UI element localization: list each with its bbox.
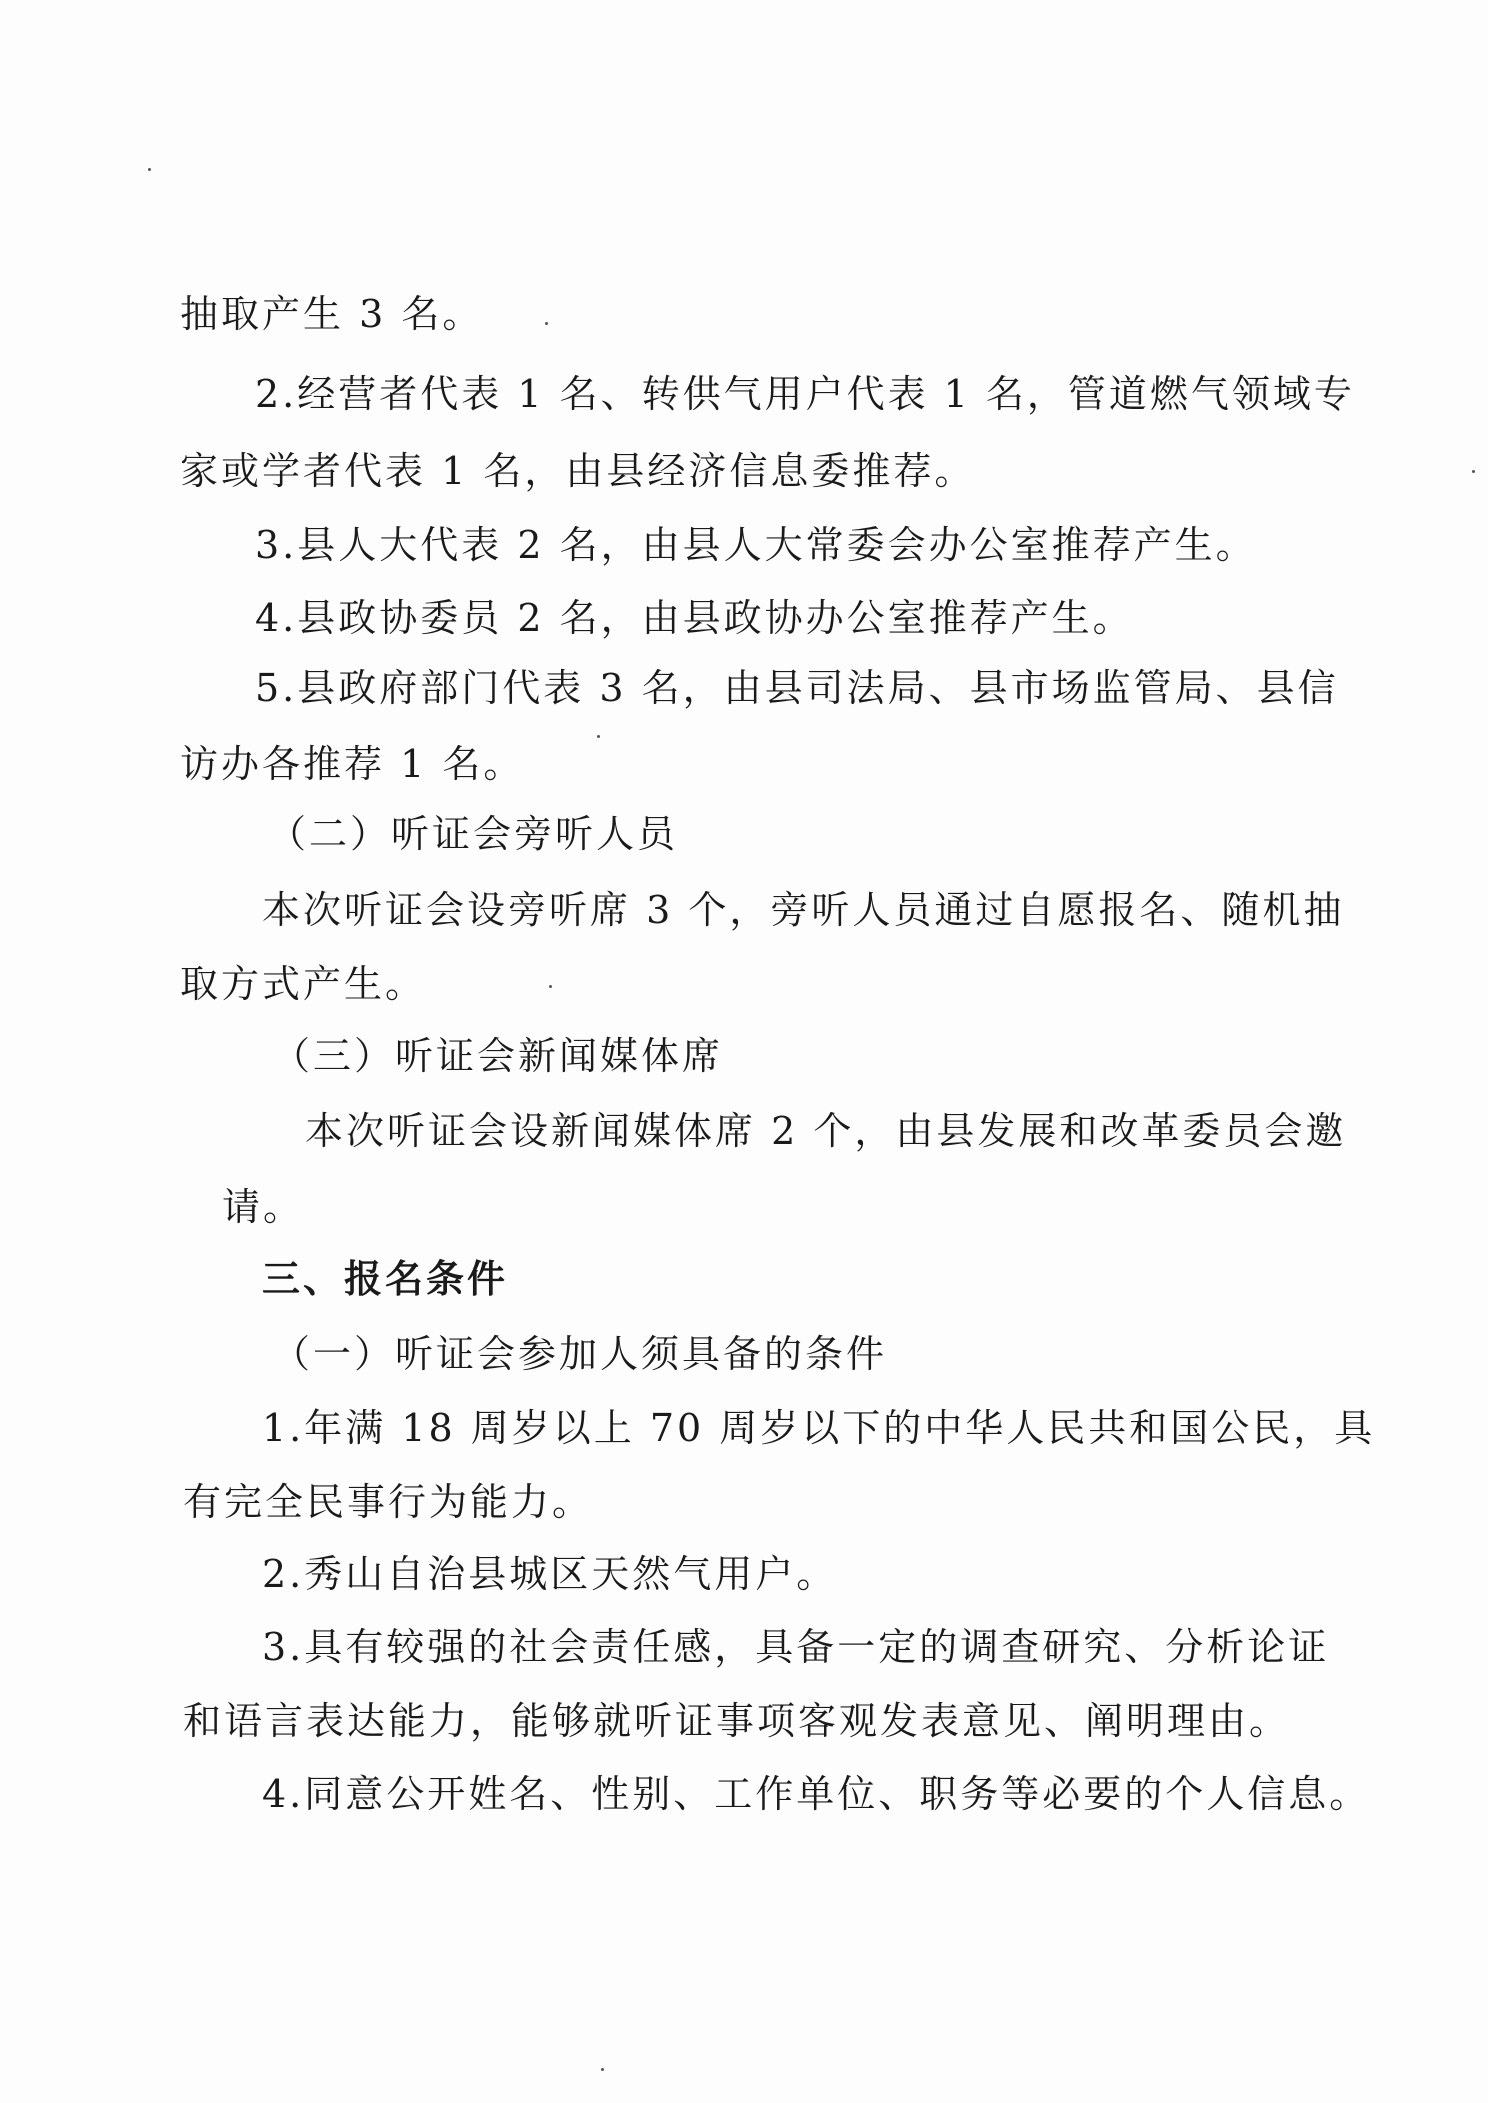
text-line: 和语言表达能力，能够就听证事项客观发表意见、阐明理由。 (183, 1699, 1291, 1743)
text-line: 3.县人大代表 2 名，由县人大常委会办公室推荐产生。 (255, 523, 1257, 567)
section-heading: 三、报名条件 (262, 1257, 509, 1301)
text-line: 4.同意公开姓名、性别、工作单位、职务等必要的个人信息。 (262, 1772, 1371, 1816)
section-subheading: （二）听证会旁听人员 (268, 812, 679, 856)
text-line: 3.具有较强的社会责任感，具备一定的调查研究、分析论证 (262, 1625, 1330, 1669)
scan-speck (148, 168, 151, 171)
text-line: 1.年满 18 周岁以上 70 周岁以下的中华人民共和国公民，具 (262, 1406, 1376, 1450)
text-line: 访办各推荐 1 名。 (180, 742, 525, 786)
scan-speck (601, 2068, 604, 2071)
text-line: 5.县政府部门代表 3 名，由县司法局、县市场监管局、县信 (255, 666, 1339, 710)
section-subheading: （一）听证会参加人须具备的条件 (272, 1332, 888, 1376)
text-line: 本次听证会设新闻媒体席 2 个，由县发展和改革委员会邀 (305, 1109, 1347, 1153)
text-line: 抽取产生 3 名。 (180, 292, 484, 336)
text-line: 2.秀山自治县城区天然气用户。 (262, 1552, 838, 1596)
text-line: 有完全民事行为能力。 (183, 1480, 594, 1524)
text-line: 4.县政协委员 2 名，由县政协办公室推荐产生。 (255, 596, 1134, 640)
scan-speck (1472, 470, 1475, 473)
section-subheading: （三）听证会新闻媒体席 (272, 1034, 724, 1078)
text-line: 请。 (222, 1185, 305, 1229)
scan-speck (597, 735, 600, 738)
text-line: 本次听证会设旁听席 3 个，旁听人员通过自愿报名、随机抽 (262, 888, 1345, 932)
text-line: 取方式产生。 (180, 962, 427, 1006)
text-line: 家或学者代表 1 名，由县经济信息委推荐。 (180, 449, 976, 493)
text-line: 2.经营者代表 1 名、转供气用户代表 1 名，管道燃气领域专 (255, 372, 1355, 416)
scan-speck (545, 322, 548, 325)
scan-speck (549, 985, 552, 988)
